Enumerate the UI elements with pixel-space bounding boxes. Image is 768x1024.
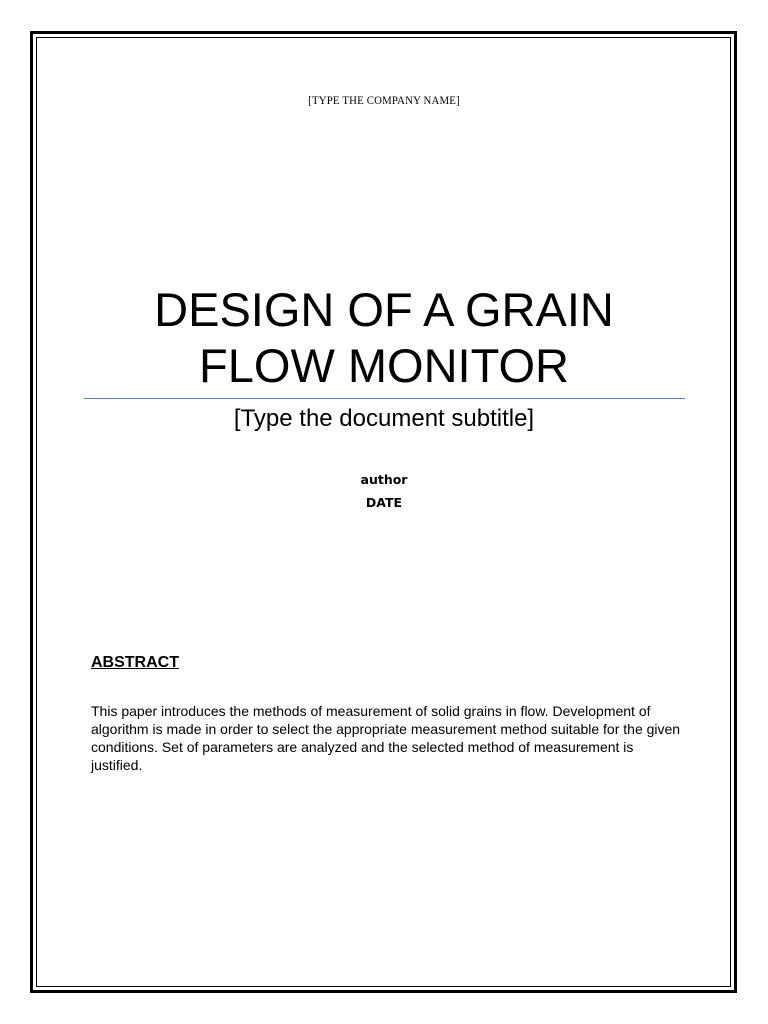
abstract-heading: ABSTRACT — [91, 654, 179, 671]
date: DATE — [365, 495, 403, 510]
author: author — [360, 472, 408, 487]
title-line-1: DESIGN OF A GRAIN — [154, 283, 614, 336]
title-divider — [84, 398, 685, 399]
title-line-2: FLOW MONITOR — [199, 339, 569, 392]
abstract-body: This paper introduces the methods of measurement of solid grains in flow. Development of algorithm is made in order to select the appropriate measurement method suitable for the given conditions. Set of parameters are analyzed and the selected method of measurement is justified. — [91, 703, 681, 773]
document-subtitle: [Type the document subtitle] — [233, 405, 535, 432]
document-title — [60, 282, 708, 394]
page-border-inner — [36, 37, 731, 987]
company-name: [TYPE THE COMPANY NAME] — [308, 93, 460, 107]
